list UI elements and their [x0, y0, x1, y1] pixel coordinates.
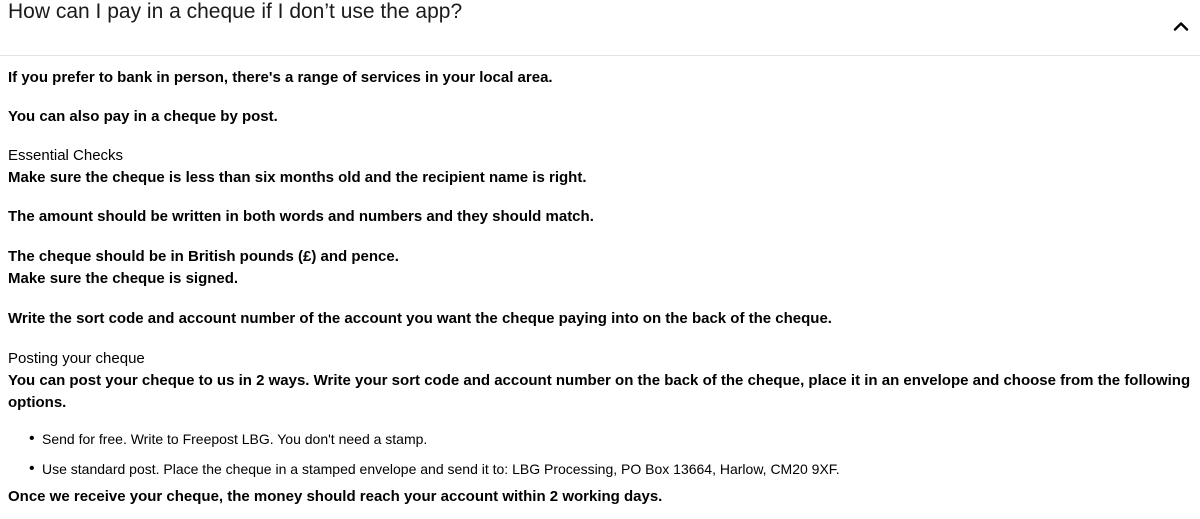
accordion-title[interactable]: How can I pay in a cheque if I don’t use the app?	[8, 0, 463, 23]
posting-block	[8, 348, 1192, 414]
essential-checks-heading: Essential Checks	[8, 147, 124, 164]
check-currency-text: The cheque should be in British pounds (£) and pence.	[8, 248, 399, 265]
option-free-post-text: Send for free. Write to Freepost LBG. You don't need a stamp.	[42, 431, 428, 447]
essential-checks-block	[8, 145, 1192, 189]
check-signed-text: Make sure the cheque is signed.	[8, 270, 239, 287]
accordion-body	[0, 56, 1200, 508]
check-age-name-text: Make sure the cheque is less than six months old and the recipient name is right.	[8, 169, 587, 186]
closing-text: Once we receive your cheque, the money should reach your account within 2 working days.	[8, 488, 663, 505]
posting-options-list	[8, 428, 1192, 480]
bullet-icon: •	[29, 460, 35, 477]
intro-text: If you prefer to bank in person, there's a range of services in your local area.	[8, 69, 553, 86]
posting-heading: Posting your cheque	[8, 350, 145, 367]
currency-signed-block	[8, 246, 1192, 290]
chevron-up-icon[interactable]	[1170, 15, 1192, 37]
list-item	[29, 458, 1192, 480]
bullet-icon: •	[29, 430, 35, 447]
post-note-text: You can also pay in a cheque by post.	[8, 108, 278, 125]
list-item	[29, 428, 1192, 450]
posting-text: You can post your cheque to us in 2 ways. Write your sort code and account number on the back of the cheque, place it in an envelope and choose from the following options.	[8, 372, 1191, 411]
accordion-header[interactable]	[0, 0, 1200, 56]
write-details-text: Write the sort code and account number of the account you want the cheque paying into on the back of the cheque.	[8, 310, 832, 327]
check-amount-text: The amount should be written in both words and numbers and they should match.	[8, 208, 594, 225]
option-standard-post-text: Use standard post. Place the cheque in a stamped envelope and send it to: LBG Processing, PO Box 13664, Harlow, CM20 9XF.	[42, 461, 840, 477]
